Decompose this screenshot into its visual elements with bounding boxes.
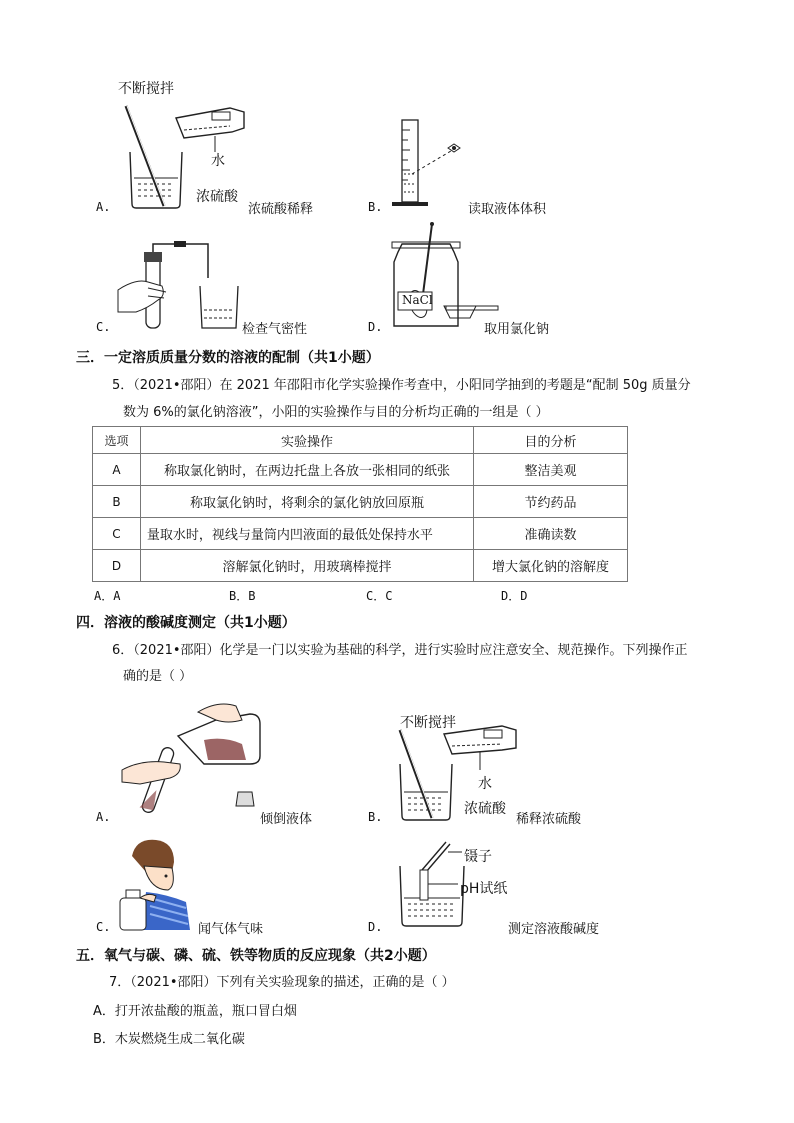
option-letter[interactable]: A. [96, 810, 111, 824]
option-letter[interactable]: C. [96, 320, 111, 334]
label-ph-paper: pH试纸 [460, 881, 508, 897]
table-cell: 增大氯化钠的溶解度 [474, 550, 628, 582]
q5-option-b[interactable]: B．B [229, 589, 256, 603]
option-caption: 取用氯化钠 [484, 322, 550, 337]
table-cell: 溶解氯化钠时，用玻璃棒搅拌 [140, 550, 473, 582]
table-cell: 节约药品 [474, 486, 628, 518]
option-caption: 倾倒液体 [260, 812, 313, 827]
option-letter[interactable]: A. [96, 200, 111, 214]
table-cell: D [93, 550, 141, 582]
label-water: 水 [211, 153, 225, 169]
table-cell: 准确读数 [474, 518, 628, 550]
label-stir: 不断搅拌 [400, 715, 456, 731]
dilution-apparatus-figure [120, 96, 260, 226]
label-tweezers: 镊子 [464, 849, 492, 865]
airtightness-check-figure [118, 238, 258, 333]
label-water: 水 [478, 776, 492, 792]
option-caption: 检查气密性 [242, 322, 308, 337]
label-concentrated-acid: 浓硫酸 [464, 801, 506, 817]
q5-stem-line1: 5．（2021•邵阳）在 2021 年邵阳市化学实验操作考查中，小阳同学抽到的考题是“配制 50g 质量分 [112, 378, 691, 393]
section-4-title: 四．溶液的酸碱度测定（共1小题） [76, 615, 296, 631]
q5-option-c[interactable]: C．C [366, 589, 393, 603]
nacl-bottle-figure [388, 222, 498, 332]
table-header: 选项 [93, 427, 141, 454]
option-caption: 浓硫酸稀释 [248, 202, 314, 217]
table-row [93, 454, 628, 486]
smelling-gas-figure [116, 836, 196, 932]
pouring-liquid-figure [120, 700, 280, 820]
label-nacl: NaCl [402, 293, 433, 307]
option-letter[interactable]: C. [96, 920, 111, 934]
table-cell: B [93, 486, 141, 518]
q5-table [92, 426, 628, 582]
q6-stem-line2: 确的是（ ） [123, 669, 193, 684]
q7-option-b[interactable]: B．木炭燃烧生成二氧化碳 [93, 1032, 245, 1047]
q6-stem-line1: 6．（2021•邵阳）化学是一门以实验为基础的科学，进行实验时应注意安全、规范操作。下列操作正 [112, 643, 688, 658]
table-header-row [93, 427, 628, 454]
option-caption: 读取液体体积 [468, 202, 547, 217]
option-letter[interactable]: D. [368, 320, 383, 334]
option-caption: 测定溶液酸碱度 [508, 922, 600, 937]
q7-option-a[interactable]: A．打开浓盐酸的瓶盖，瓶口冒白烟 [93, 1004, 297, 1019]
section-5-title: 五．氧气与碳、磷、硫、铁等物质的反应现象（共2小题） [76, 948, 436, 964]
graduated-cylinder-figure [390, 118, 480, 218]
table-cell: A [93, 454, 141, 486]
option-letter[interactable]: B. [368, 200, 383, 214]
table-header: 实验操作 [140, 427, 473, 454]
table-cell: 量取水时，视线与量筒内凹液面的最低处保持水平 [140, 518, 473, 550]
table-row [93, 486, 628, 518]
option-letter[interactable]: B. [368, 810, 383, 824]
q5-stem-line2: 数为 6%的氯化钠溶液”，小阳的实验操作与目的分析均正确的一组是（ ） [123, 405, 549, 420]
option-letter[interactable]: D. [368, 920, 383, 934]
table-row [93, 550, 628, 582]
q5-option-a[interactable]: A．A [94, 589, 121, 603]
dilution-apparatus-figure [392, 708, 532, 828]
label-stir: 不断搅拌 [118, 81, 174, 97]
table-cell: C [93, 518, 141, 550]
section-3-title: 三．一定溶质质量分数的溶液的配制（共1小题） [76, 350, 380, 366]
option-caption: 稀释浓硫酸 [516, 812, 582, 827]
q5-option-d[interactable]: D．D [501, 589, 528, 603]
option-caption: 闻气体气味 [198, 922, 264, 937]
q7-stem: 7．（2021•邵阳）下列有关实验现象的描述，正确的是（ ） [109, 975, 455, 990]
table-cell: 整洁美观 [474, 454, 628, 486]
table-cell: 称取氯化钠时，将剩余的氯化钠放回原瓶 [140, 486, 473, 518]
label-concentrated-acid: 浓硫酸 [196, 189, 238, 205]
table-header: 目的分析 [474, 427, 628, 454]
table-cell: 称取氯化钠时，在两边托盘上各放一张相同的纸张 [140, 454, 473, 486]
table-row [93, 518, 628, 550]
